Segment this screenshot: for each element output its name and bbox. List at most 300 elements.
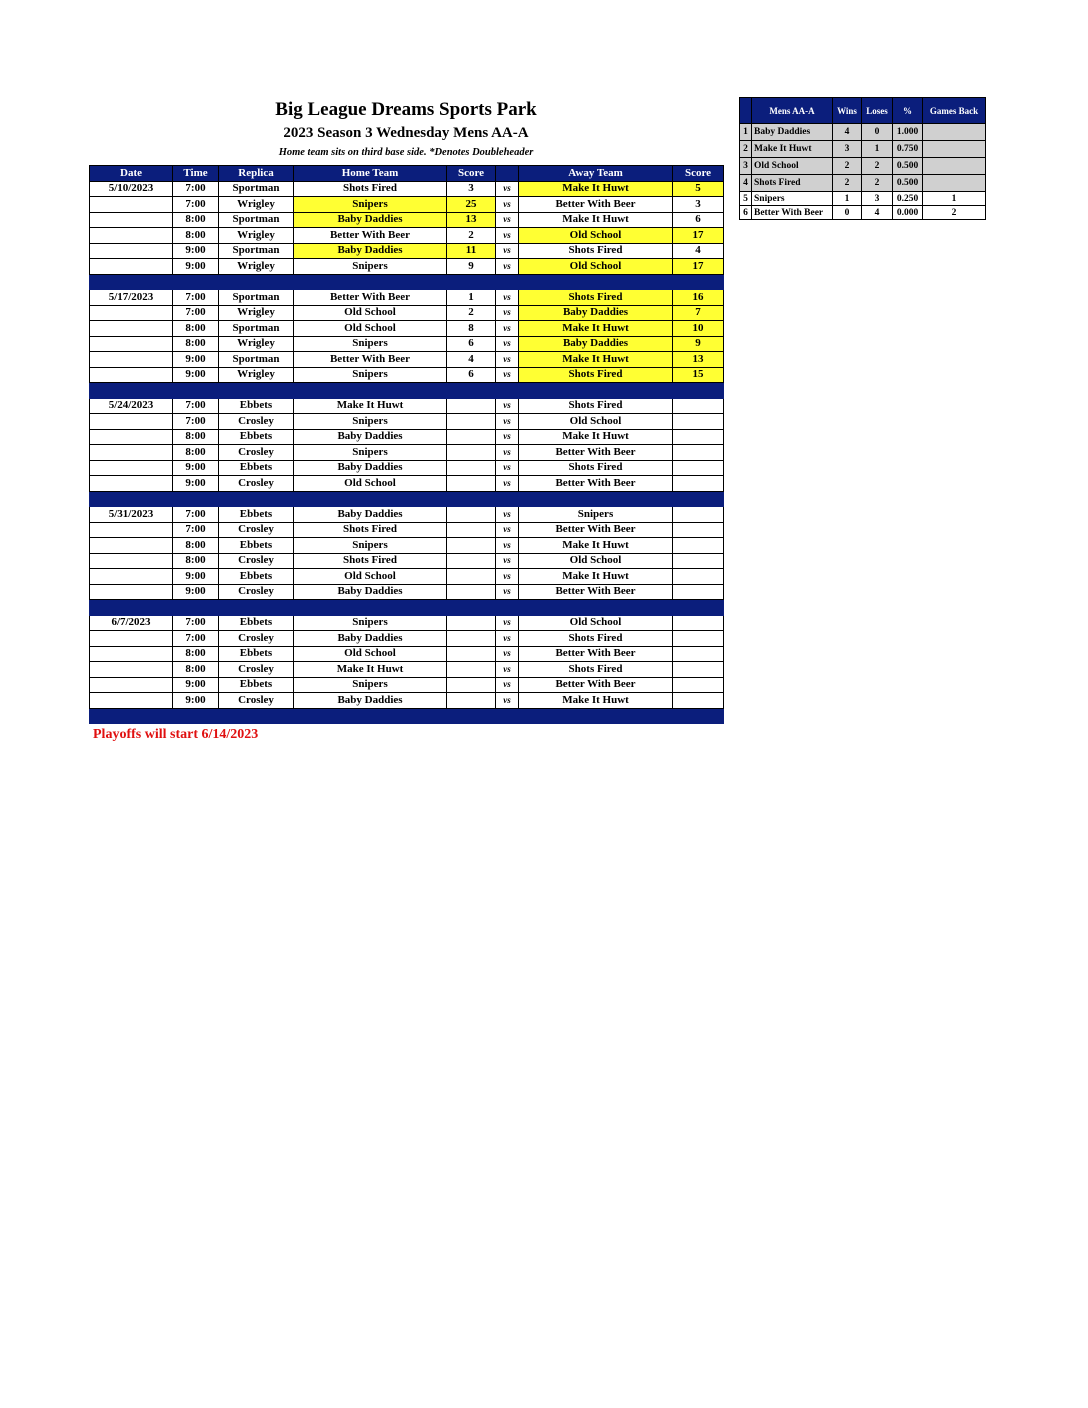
vs-cell: vs [496, 259, 519, 275]
wins-cell: 3 [833, 141, 862, 158]
home-score-cell [447, 584, 496, 600]
date-cell [90, 553, 173, 569]
game-row [90, 212, 724, 228]
home-team-cell: Better With Beer [294, 290, 447, 306]
separator-cell [90, 383, 173, 399]
vs-cell: vs [496, 336, 519, 352]
home-score-cell: 3 [447, 181, 496, 197]
standings-col-division: Mens AA-A [752, 98, 833, 124]
time-cell: 8:00 [173, 336, 219, 352]
time-cell: 8:00 [173, 538, 219, 554]
standings-col-pct: % [893, 98, 923, 124]
away-score-cell [673, 631, 724, 647]
home-score-cell [447, 615, 496, 631]
losses-cell: 3 [862, 192, 893, 206]
separator-cell [496, 274, 519, 290]
vs-cell: vs [496, 677, 519, 693]
game-row [90, 522, 724, 538]
time-cell: 7:00 [173, 305, 219, 321]
away-score-cell [673, 398, 724, 414]
date-cell [90, 414, 173, 430]
vs-cell: vs [496, 197, 519, 213]
pct-cell: 0.500 [893, 175, 923, 192]
replica-cell: Ebbets [219, 398, 294, 414]
replica-cell: Ebbets [219, 677, 294, 693]
away-score-cell: 16 [673, 290, 724, 306]
separator-cell [90, 274, 173, 290]
time-cell: 9:00 [173, 476, 219, 492]
home-score-cell [447, 631, 496, 647]
away-team-cell: Baby Daddies [519, 336, 673, 352]
vs-cell: vs [496, 290, 519, 306]
date-cell [90, 228, 173, 244]
game-row [90, 181, 724, 197]
home-team-cell: Baby Daddies [294, 212, 447, 228]
separator-cell [519, 491, 673, 507]
losses-cell: 1 [862, 141, 893, 158]
week-separator [90, 383, 724, 399]
time-cell: 7:00 [173, 507, 219, 523]
date-cell [90, 321, 173, 337]
losses-cell: 2 [862, 175, 893, 192]
rank-cell: 4 [740, 175, 752, 192]
separator-cell [90, 600, 173, 616]
date-cell [90, 259, 173, 275]
time-cell: 9:00 [173, 259, 219, 275]
separator-cell [673, 274, 724, 290]
separator-cell [447, 383, 496, 399]
away-score-cell: 6 [673, 212, 724, 228]
losses-cell: 2 [862, 158, 893, 175]
home-team-cell: Snipers [294, 367, 447, 383]
home-team-cell: Baby Daddies [294, 584, 447, 600]
game-row [90, 352, 724, 368]
standings-header-row [740, 98, 986, 124]
time-cell: 9:00 [173, 460, 219, 476]
separator-cell [496, 600, 519, 616]
time-cell: 9:00 [173, 352, 219, 368]
time-cell: 8:00 [173, 212, 219, 228]
home-team-cell: Baby Daddies [294, 631, 447, 647]
date-cell [90, 305, 173, 321]
replica-cell: Crosley [219, 476, 294, 492]
replica-cell: Wrigley [219, 305, 294, 321]
pct-cell: 0.250 [893, 192, 923, 206]
date-cell [90, 522, 173, 538]
time-cell: 7:00 [173, 398, 219, 414]
date-cell [90, 569, 173, 585]
away-score-cell: 17 [673, 228, 724, 244]
game-row [90, 646, 724, 662]
standings-col-loses: Loses [862, 98, 893, 124]
time-cell: 8:00 [173, 646, 219, 662]
separator-cell [294, 274, 447, 290]
away-team-cell: Better With Beer [519, 522, 673, 538]
home-team-cell: Old School [294, 476, 447, 492]
losses-cell: 0 [862, 124, 893, 141]
home-team-cell: Baby Daddies [294, 429, 447, 445]
away-score-cell [673, 569, 724, 585]
away-score-cell [673, 522, 724, 538]
replica-cell: Sportman [219, 290, 294, 306]
away-team-cell: Old School [519, 615, 673, 631]
away-team-cell: Shots Fired [519, 460, 673, 476]
game-row [90, 677, 724, 693]
vs-cell: vs [496, 615, 519, 631]
vs-cell: vs [496, 631, 519, 647]
page-title: Big League Dreams Sports Park [275, 99, 537, 120]
separator-cell [173, 383, 219, 399]
home-score-cell: 6 [447, 367, 496, 383]
away-team-cell: Shots Fired [519, 243, 673, 259]
date-cell: 5/17/2023 [90, 290, 173, 306]
vs-cell: vs [496, 460, 519, 476]
home-score-cell: 1 [447, 290, 496, 306]
home-team-cell: Snipers [294, 538, 447, 554]
away-team-cell: Shots Fired [519, 631, 673, 647]
away-score-cell [673, 662, 724, 678]
separator-cell [673, 600, 724, 616]
replica-cell: Sportman [219, 243, 294, 259]
away-team-cell: Better With Beer [519, 584, 673, 600]
vs-cell: vs [496, 662, 519, 678]
pct-cell: 0.750 [893, 141, 923, 158]
pct-cell: 0.000 [893, 206, 923, 220]
team-cell: Old School [752, 158, 833, 175]
home-score-cell: 11 [447, 243, 496, 259]
vs-cell: vs [496, 553, 519, 569]
game-row [90, 662, 724, 678]
home-score-cell [447, 460, 496, 476]
away-score-cell: 13 [673, 352, 724, 368]
away-team-cell: Better With Beer [519, 476, 673, 492]
separator-cell [496, 491, 519, 507]
game-row [90, 445, 724, 461]
wins-cell: 1 [833, 192, 862, 206]
home-team-cell: Snipers [294, 615, 447, 631]
vs-cell: vs [496, 414, 519, 430]
standings-row [740, 158, 986, 175]
schedule-header-row [90, 166, 724, 182]
separator-cell [219, 600, 294, 616]
away-score-cell: 5 [673, 181, 724, 197]
away-score-cell: 9 [673, 336, 724, 352]
time-cell: 9:00 [173, 367, 219, 383]
team-cell: Snipers [752, 192, 833, 206]
vs-cell: vs [496, 352, 519, 368]
replica-cell: Ebbets [219, 507, 294, 523]
date-cell [90, 243, 173, 259]
separator-cell [447, 708, 496, 724]
separator-cell [294, 383, 447, 399]
game-row [90, 228, 724, 244]
separator-cell [90, 491, 173, 507]
separator-cell [90, 708, 173, 724]
game-row [90, 414, 724, 430]
wins-cell: 2 [833, 175, 862, 192]
away-score-cell [673, 429, 724, 445]
away-team-cell: Make It Huwt [519, 321, 673, 337]
vs-cell: vs [496, 445, 519, 461]
away-score-cell: 10 [673, 321, 724, 337]
away-team-cell: Make It Huwt [519, 569, 673, 585]
game-row [90, 321, 724, 337]
away-team-cell: Baby Daddies [519, 305, 673, 321]
col-header-home-team: Home Team [294, 166, 447, 182]
replica-cell: Crosley [219, 584, 294, 600]
standings-col-wins: Wins [833, 98, 862, 124]
separator-cell [219, 274, 294, 290]
away-team-cell: Old School [519, 553, 673, 569]
away-team-cell: Make It Huwt [519, 212, 673, 228]
time-cell: 7:00 [173, 414, 219, 430]
col-header-replica: Replica [219, 166, 294, 182]
game-row [90, 429, 724, 445]
week-separator [90, 491, 724, 507]
rank-cell: 6 [740, 206, 752, 220]
away-team-cell: Shots Fired [519, 290, 673, 306]
game-row [90, 305, 724, 321]
date-cell [90, 460, 173, 476]
game-row [90, 336, 724, 352]
replica-cell: Sportman [219, 212, 294, 228]
page-subtitle: 2023 Season 3 Wednesday Mens AA-A [283, 125, 529, 141]
home-team-cell: Snipers [294, 259, 447, 275]
time-cell: 7:00 [173, 181, 219, 197]
home-score-cell: 9 [447, 259, 496, 275]
replica-cell: Ebbets [219, 460, 294, 476]
week-separator [90, 274, 724, 290]
col-header-date: Date [90, 166, 173, 182]
home-score-cell: 2 [447, 228, 496, 244]
away-score-cell [673, 414, 724, 430]
home-team-cell: Snipers [294, 677, 447, 693]
time-cell: 9:00 [173, 677, 219, 693]
games-back-cell: 1 [923, 192, 986, 206]
vs-cell: vs [496, 507, 519, 523]
time-cell: 7:00 [173, 615, 219, 631]
replica-cell: Sportman [219, 321, 294, 337]
date-cell [90, 538, 173, 554]
col-header-home-score: Score [447, 166, 496, 182]
home-team-cell: Make It Huwt [294, 398, 447, 414]
separator-cell [294, 708, 447, 724]
playoffs-notice: Playoffs will start 6/14/2023 [93, 727, 259, 742]
team-cell: Shots Fired [752, 175, 833, 192]
replica-cell: Ebbets [219, 615, 294, 631]
game-row [90, 476, 724, 492]
game-row [90, 569, 724, 585]
replica-cell: Sportman [219, 352, 294, 368]
time-cell: 9:00 [173, 569, 219, 585]
date-cell [90, 662, 173, 678]
col-header-vs [496, 166, 519, 182]
date-cell [90, 445, 173, 461]
team-cell: Make It Huwt [752, 141, 833, 158]
home-score-cell [447, 538, 496, 554]
away-score-cell: 4 [673, 243, 724, 259]
away-score-cell [673, 584, 724, 600]
date-cell [90, 429, 173, 445]
separator-cell [447, 491, 496, 507]
standings-row [740, 206, 986, 220]
away-score-cell [673, 615, 724, 631]
home-score-cell [447, 553, 496, 569]
vs-cell: vs [496, 212, 519, 228]
vs-cell: vs [496, 584, 519, 600]
replica-cell: Crosley [219, 445, 294, 461]
away-score-cell: 15 [673, 367, 724, 383]
separator-cell [673, 491, 724, 507]
col-header-away-score: Score [673, 166, 724, 182]
home-score-cell: 4 [447, 352, 496, 368]
game-row [90, 398, 724, 414]
date-cell [90, 476, 173, 492]
separator-cell [173, 708, 219, 724]
away-team-cell: Shots Fired [519, 662, 673, 678]
wins-cell: 0 [833, 206, 862, 220]
date-cell [90, 677, 173, 693]
standings-table [739, 97, 986, 220]
separator-cell [173, 491, 219, 507]
home-score-cell [447, 476, 496, 492]
away-team-cell: Better With Beer [519, 445, 673, 461]
pct-cell: 0.500 [893, 158, 923, 175]
games-back-cell: 2 [923, 206, 986, 220]
away-score-cell [673, 677, 724, 693]
game-row [90, 553, 724, 569]
game-row [90, 197, 724, 213]
date-cell [90, 693, 173, 709]
home-team-cell: Baby Daddies [294, 693, 447, 709]
date-cell [90, 212, 173, 228]
time-cell: 9:00 [173, 693, 219, 709]
home-team-cell: Old School [294, 321, 447, 337]
home-score-cell: 8 [447, 321, 496, 337]
time-cell: 8:00 [173, 228, 219, 244]
replica-cell: Wrigley [219, 336, 294, 352]
standings-col-rank [740, 98, 752, 124]
separator-cell [173, 274, 219, 290]
date-cell [90, 631, 173, 647]
wins-cell: 4 [833, 124, 862, 141]
home-score-cell [447, 569, 496, 585]
away-team-cell: Better With Beer [519, 646, 673, 662]
time-cell: 8:00 [173, 662, 219, 678]
date-cell [90, 197, 173, 213]
separator-cell [519, 600, 673, 616]
home-team-cell: Better With Beer [294, 228, 447, 244]
vs-cell: vs [496, 305, 519, 321]
replica-cell: Wrigley [219, 259, 294, 275]
time-cell: 9:00 [173, 584, 219, 600]
away-team-cell: Make It Huwt [519, 181, 673, 197]
vs-cell: vs [496, 569, 519, 585]
game-row [90, 290, 724, 306]
replica-cell: Crosley [219, 693, 294, 709]
replica-cell: Crosley [219, 631, 294, 647]
separator-cell [294, 491, 447, 507]
separator-cell [173, 600, 219, 616]
home-team-cell: Snipers [294, 445, 447, 461]
away-team-cell: Make It Huwt [519, 693, 673, 709]
home-score-cell [447, 429, 496, 445]
date-cell [90, 646, 173, 662]
vs-cell: vs [496, 693, 519, 709]
game-row [90, 693, 724, 709]
home-score-cell [447, 507, 496, 523]
games-back-cell [923, 175, 986, 192]
home-score-cell [447, 646, 496, 662]
away-score-cell: 17 [673, 259, 724, 275]
separator-cell [219, 383, 294, 399]
home-score-cell [447, 445, 496, 461]
home-team-cell: Shots Fired [294, 522, 447, 538]
rank-cell: 1 [740, 124, 752, 141]
separator-cell [496, 708, 519, 724]
away-team-cell: Better With Beer [519, 197, 673, 213]
replica-cell: Crosley [219, 553, 294, 569]
time-cell: 8:00 [173, 321, 219, 337]
vs-cell: vs [496, 243, 519, 259]
vs-cell: vs [496, 429, 519, 445]
game-row [90, 367, 724, 383]
home-team-cell: Snipers [294, 336, 447, 352]
vs-cell: vs [496, 522, 519, 538]
standings-body [740, 124, 986, 220]
home-team-cell: Snipers [294, 414, 447, 430]
separator-cell [673, 708, 724, 724]
away-score-cell [673, 693, 724, 709]
game-row [90, 507, 724, 523]
pct-cell: 1.000 [893, 124, 923, 141]
away-score-cell [673, 445, 724, 461]
home-score-cell [447, 693, 496, 709]
home-team-cell: Shots Fired [294, 181, 447, 197]
standings-row [740, 141, 986, 158]
game-row [90, 538, 724, 554]
standings-row [740, 175, 986, 192]
home-team-cell: Baby Daddies [294, 460, 447, 476]
home-team-cell: Better With Beer [294, 352, 447, 368]
team-cell: Baby Daddies [752, 124, 833, 141]
replica-cell: Wrigley [219, 367, 294, 383]
separator-cell [294, 600, 447, 616]
away-team-cell: Make It Huwt [519, 352, 673, 368]
separator-cell [673, 383, 724, 399]
date-cell: 5/24/2023 [90, 398, 173, 414]
home-team-cell: Baby Daddies [294, 243, 447, 259]
vs-cell: vs [496, 538, 519, 554]
away-team-cell: Snipers [519, 507, 673, 523]
away-score-cell [673, 507, 724, 523]
time-cell: 8:00 [173, 429, 219, 445]
away-score-cell: 3 [673, 197, 724, 213]
away-score-cell [673, 476, 724, 492]
date-cell [90, 352, 173, 368]
time-cell: 7:00 [173, 522, 219, 538]
home-score-cell [447, 522, 496, 538]
replica-cell: Wrigley [219, 228, 294, 244]
home-team-cell: Shots Fired [294, 553, 447, 569]
rank-cell: 3 [740, 158, 752, 175]
separator-cell [447, 274, 496, 290]
home-score-cell [447, 414, 496, 430]
rank-cell: 2 [740, 141, 752, 158]
away-score-cell [673, 538, 724, 554]
game-row [90, 460, 724, 476]
replica-cell: Crosley [219, 522, 294, 538]
